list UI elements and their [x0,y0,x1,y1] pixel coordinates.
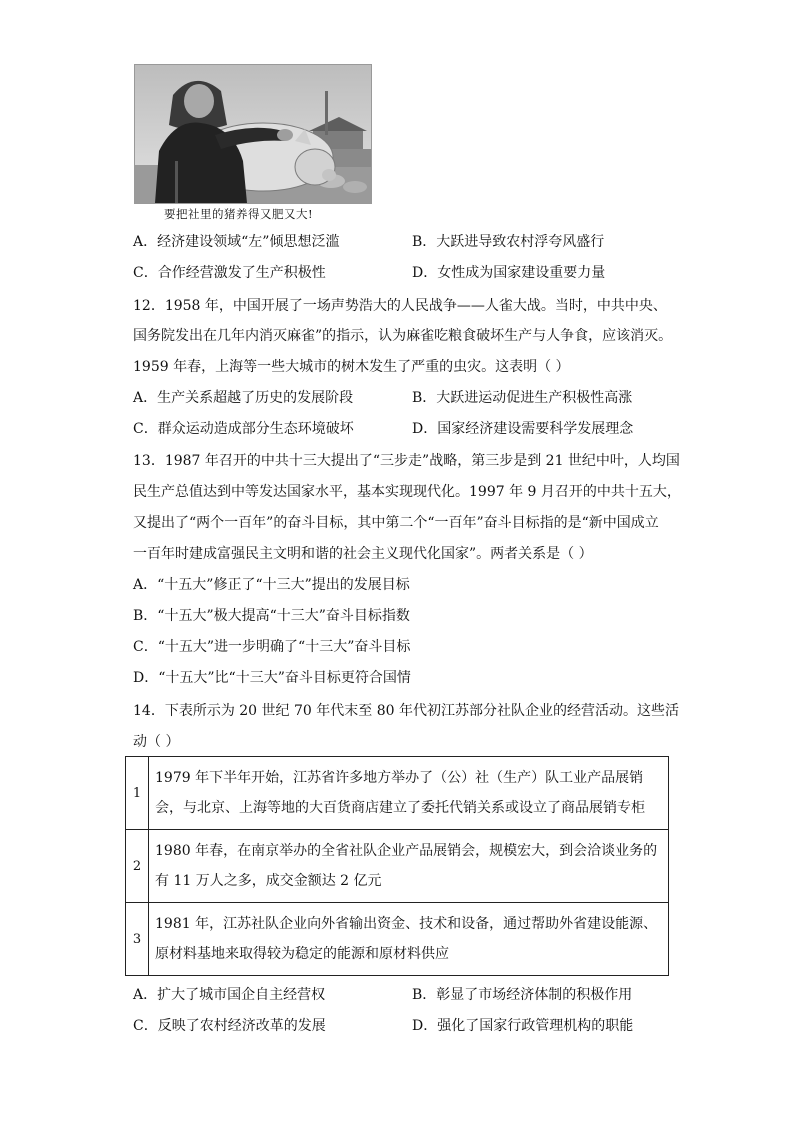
option-letter: B． [133,608,158,624]
q11-option-d[interactable] [412,263,605,283]
option-text: 女性成为国家建设重要力量 [437,265,606,281]
option-letter: A． [133,234,158,250]
option-letter: A． [133,390,158,406]
option-letter: D． [412,265,438,281]
option-text: “十五大”修正了“十三大”提出的发展目标 [157,577,410,593]
option-text: 群众运动造成部分生态环境破坏 [157,421,354,437]
q13-option-b[interactable] [133,606,410,626]
option-letter: C． [133,421,158,437]
option-letter: B． [412,987,437,1003]
q11-option-a[interactable] [133,232,339,252]
option-text: “十五大”极大提高“十三大”奋斗目标指数 [157,608,410,624]
option-text: “十五大”比“十三大”奋斗目标更符合国情 [158,670,411,686]
q14-events-table [125,756,669,976]
table-row [126,757,669,830]
option-text: 彰显了市场经济体制的积极作用 [436,987,633,1003]
q12-option-a[interactable] [133,388,353,408]
q13-stem-line-4: 一百年时建成富强民主文明和谐的社会主义现代化国家”。两者关系是（ ） [133,546,593,562]
option-letter: B． [412,234,437,250]
q12-stem-line-3: 1959 年春，上海等一些大城市的树木发生了严重的虫灾。这表明（ ） [133,359,570,375]
option-letter: D． [133,670,159,686]
q13-stem-line-2: 民生产总值达到中等发达国家水平，基本实现现代化。1997 年 9 月召开的中共十五大， [133,484,681,500]
q14-option-b[interactable] [412,985,632,1005]
q14-option-a[interactable] [133,985,325,1005]
option-text: 生产关系超越了历史的发展阶段 [157,390,354,406]
q13-option-a[interactable] [133,575,410,595]
q12-option-c[interactable] [133,419,354,439]
option-text: 扩大了城市国企自主经营权 [157,987,326,1003]
row-text: 1981 年，江苏社队企业向外省输出资金、技术和设备，通过帮助外省建设能源、原材料基地来取得较为稳定的能源和原材料供应 [149,903,669,976]
q13-stem-line-1: 13．1987 年召开的中共十三大提出了“三步走”战略，第三步是到 21 世纪中叶，人均国 [133,453,680,469]
row-index: 1 [126,757,149,830]
option-text: 反映了农村经济改革的发展 [157,1018,326,1034]
option-text: 大跃进运动促进生产积极性高涨 [436,390,633,406]
option-text: “十五大”进一步明确了“十三大”奋斗目标 [157,639,411,655]
option-letter: D． [412,1018,438,1034]
option-letter: B． [412,390,437,406]
option-text: 合作经营激发了生产积极性 [157,265,326,281]
option-letter: C． [133,639,158,655]
q12-stem-line-1: 12．1958 年，中国开展了一场声势浩大的人民战争——人雀大战。当时，中共中央、 [133,298,667,314]
q12-stem-line-2: 国务院发出在几年内消灭麻雀”的指示，认为麻雀吃粮食破坏生产与人争食，应该消灭。 [133,328,673,344]
q11-option-b[interactable] [412,232,604,252]
q14-stem-line-1: 14．下表所示为 20 世纪 70 年代末至 80 年代初江苏部分社队企业的经营活动。这些活 [133,703,679,719]
table-row [126,830,669,903]
q11-option-c[interactable] [133,263,326,283]
q13-option-d[interactable] [133,668,411,688]
q14-option-c[interactable] [133,1016,326,1036]
option-letter: C． [133,265,158,281]
poster-caption: 要把社里的猪养得又肥又大! [164,207,314,221]
row-text: 1980 年春，在南京举办的全省社队企业产品展销会，规模宏大，到会洽谈业务的有 11 万人之多，成交金额达 2 亿元 [149,830,669,903]
q14-option-d[interactable] [412,1016,633,1036]
row-index: 3 [126,903,149,976]
row-index: 2 [126,830,149,903]
q13-stem-line-3: 又提出了“两个一百年”的奋斗目标，其中第二个“一百年”奋斗目标指的是“新中国成立 [133,515,659,531]
option-letter: A． [133,987,158,1003]
row-text: 1979 年下半年开始，江苏省许多地方举办了（公）社（生产）队工业产品展销会，与北京、上海等地的大百货商店建立了委托代销关系或设立了商品展销专柜 [149,757,669,830]
option-letter: D． [412,421,438,437]
q13-option-c[interactable] [133,637,410,657]
option-text: 大跃进导致农村浮夸风盛行 [436,234,605,250]
option-text: 国家经济建设需要科学发展理念 [437,421,634,437]
q12-option-b[interactable] [412,388,632,408]
option-text: 强化了国家行政管理机构的职能 [437,1018,634,1034]
q14-stem-line-2: 动（ ） [133,734,180,750]
option-letter: C． [133,1018,158,1034]
q12-option-d[interactable] [412,419,633,439]
poster-illustration [135,65,371,203]
table-row [126,903,669,976]
option-letter: A． [133,577,158,593]
propaganda-poster-image [134,64,372,204]
option-text: 经济建设领域“左”倾思想泛滥 [157,234,340,250]
